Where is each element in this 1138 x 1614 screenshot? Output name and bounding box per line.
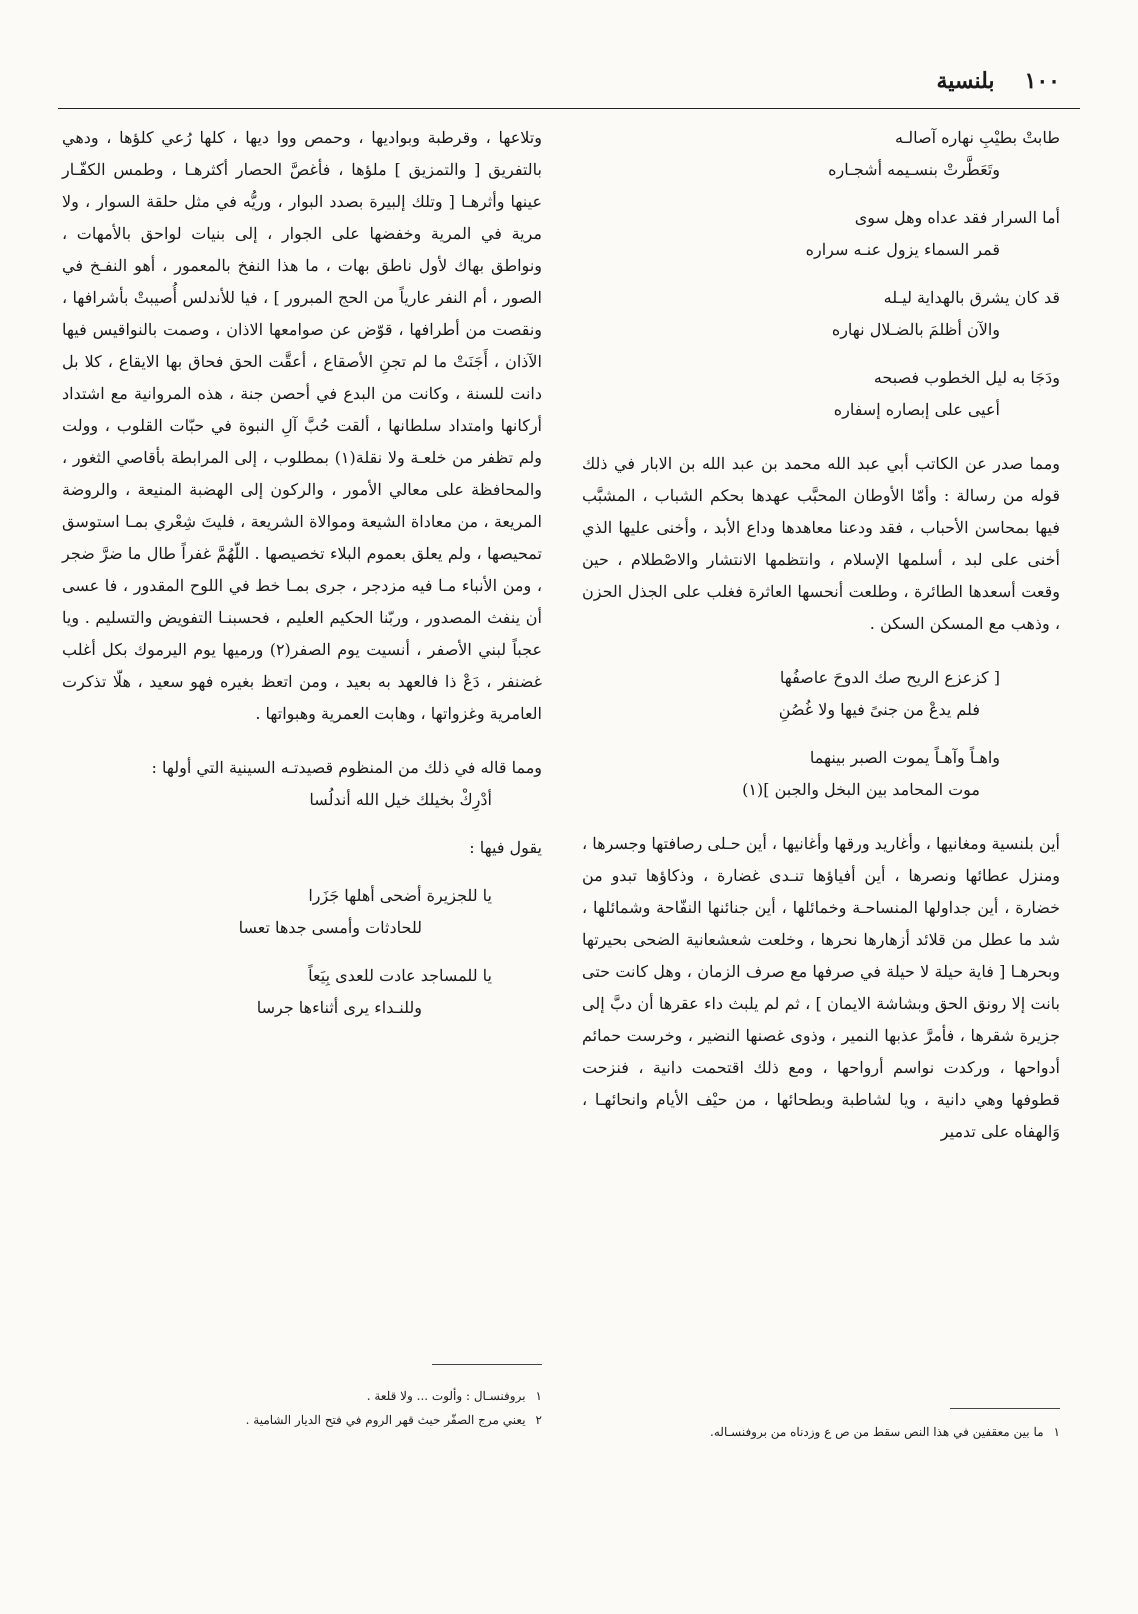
right-column <box>582 122 1060 1148</box>
verse-line: موت المحامد بين البخل والجبن ](١) <box>742 780 980 799</box>
verse-line: قمر السماء يزول عنـه سراره <box>805 240 1000 259</box>
footnote <box>62 1408 542 1432</box>
verse-line: طابتْ بطيْبِ نهاره آصالـه <box>894 128 1060 147</box>
verse-line: وللنـداء يرى أثناءها جرسا <box>256 998 422 1017</box>
left-column <box>62 122 542 1024</box>
paragraph: ومما قاله في ذلك من المنظوم قصيدتـه السينية التي أولها : <box>151 758 542 777</box>
poem-1 <box>582 122 1060 426</box>
paragraph: ومما صدر عن الكاتب أبي عبد الله محمد بن عبد الله بن الابار في ذلك قوله من رسالة : وأمّا الأوطان المحبَّب عهدها بحكم الشباب ، المشبَّب فيها بمحاسن الأحباب ، فقد ودعنا معاهدها وداع الأبد ، وأخنى عليها الذي أخنى على لبد ، أسلمها الإسلام ، وانتظمها الانتشار والاصْطلام ، حين وقعت أسعدها الطائرة ، وطلعت أنحسها العاثرة فغلب على الجذل الحزن ، وذهب مع المسكن السكن . <box>582 454 1060 633</box>
footnote-number: ٢ <box>535 1413 542 1427</box>
verse-line: أما السرار فقد عداه وهل سوى <box>854 208 1060 227</box>
verse-line: أعيى على إبصاره إسفاره <box>833 400 1000 419</box>
running-title: بلنسية <box>936 68 995 94</box>
footnote-number: ١ <box>535 1389 542 1403</box>
verse-line: أدْرِكْ بخيلك خيل الله أندلُسا <box>309 790 492 809</box>
paragraph: وتلاعها ، وقرطبة وبواديها ، وحمص ووا ديها ، كلها رُعي كلؤها ، ودهي بالتفريق [ والتمزيق ] ملؤها ، فأغصَّ الحصار أكثرهـا ، وطمس الكفّـار عينها وأثرهـا [ وتلك إلبيرة بصدد البوار ، وريُّه في مثل حلقة السوار ، ولا مرية في المرية وخفضها على الجوار ، إلى بنيات لواحق بالأمهات ، ونواطق بهاك لأول ناطق بهات ، ما هذا النفخ بالمعمور ، أهو النفـخ في الصور ، أم النفر عارياً من الحج المبرور ] ، فيا للأندلس أُصيبتْ بأشرافها ، ونقصت من أطرافها ، قوّض عن صوامعها الاذان ، وصمت بالنواقيس فيها الآذان ، أَجَنَتْ ما لم تجنِ الأصقاع ، أعقَّت الحق فحاق بها الايقاع ، كلا بل دانت للسنة ، وكانت من البدع في أحصن جنة ، هذه المروانية مع اشتداد أركانها وامتداد سلطانها ، ألقت حُبَّ آلِ النبوة في حبّات القلوب ، وولت ولم تظفر من خلعـة ولا نقلة(١) بمطلوب ، إلى المرابطة بأقاصي الثغور ، والمحافظة على معالي الأمور ، والركون إلى الهضبة المنيعة ، والروضة المريعة ، من معاداة الشيعة وموالاة الشريعة ، فليتَ شِعْري بمـا استوسق تمحيصها ، ولم يعلق بعموم البلاء تخصيصها . اللّهُمَّ غفراً طال ما ضرَّ ضجر ، ومن الأنباء مـا فيه مزدجر ، جرى بمـا خط في اللوح المقدور ، فا عسى أن ينفث المصدور ، وربّنا الحكيم العليم ، فحسبنـا التفويض والتسليم . ويا عجباً لبني الأصفر ، أنسيت يوم الصفر(٢) ورميها يوم اليرموك بكل أغلب غضنفر ، دَعْ ذا فالعهد به بعيد ، ومن اتعظ بغيره فهو سعيد ، هلّا تذكرت العامرية وغزواتها ، وهابت العمرية وهبواتها . <box>62 128 543 723</box>
verse-line: يا للمساجد عادت للعدى بِيَعاً <box>308 966 492 985</box>
footnote <box>62 1384 542 1408</box>
verse-line: يا للجزيرة أضحى أهلها جَزَرا <box>308 886 492 905</box>
footnote-text: ما بين معقفين في هذا النص سقط من ص ع وزدناه من بروفنسـاله. <box>710 1425 1044 1439</box>
verse-line: فلم يدعْ من جنىً فيها ولا غُصُنِ <box>778 700 980 719</box>
verse-line: قد كان يشرق بالهداية ليـله <box>883 288 1060 307</box>
header-rule <box>58 108 1080 109</box>
footnote <box>582 1420 1060 1444</box>
poem-2 <box>582 662 1060 806</box>
paragraph: أين بلنسية ومغانيها ، وأغاريد ورقها وأغانيها ، أين حـلى رصافتها وجسرها ، ومنزل عطائها ونصرها ، أين أفياؤها تنـدى غضارة ، وذكاؤها تبدو من خضارة ، أين جداولها المنساحـة وخمائلها ، أين جنائنها النفّاحة وشمائلها ، شد ما عطل من قلائد أزهارها نحرها ، وخلعت شعشعانية الضحى بحيرتها وبحرهـا [ فاية حيلة لا حيلة في صرفها مع صرف الزمان ، وهل كانت حتى بانت إلا رونق الحق وبشاشة الايمان ] ، ثم لم يلبث داء عقرها أن دبَّ إلى جزيرة شقرها ، فأمرَّ عذبها النمير ، وذوى غصنها النضير ، وخرست حمائم أدواحها ، وركدت نواسم أرواحها ، ومع ذلك اقتحمت دانية ، فنزحت قطوفها وهي دانية ، ويا لشاطبة وبطحائها ، من حيْف الأيام وانحائهـا ، وَالهفاه على تدمير <box>582 834 1060 1141</box>
footnote-text: بروفنسـال : وألوت ... ولا قلعة . <box>366 1389 526 1403</box>
verse-line: والآن أظلمَ بالضـلال نهاره <box>831 320 1000 339</box>
verse-line: ودَجَا به ليل الخطوب فصبحه <box>873 368 1060 387</box>
verse-line: [ كزعزع الريح صك الدوحَ عاصفُها <box>779 668 1000 687</box>
paragraph: يقول فيها : <box>469 838 542 857</box>
footnote-rule <box>950 1408 1060 1409</box>
verse-line: للحادثات وأمسى جدها تعسا <box>238 918 422 937</box>
verse-line: وتَعَطَّرتْ بنسـيمه أشجـاره <box>828 160 1000 179</box>
footnote-number: ١ <box>1053 1425 1060 1439</box>
poem-3 <box>62 880 542 1024</box>
footnote-text: يعني مرج الصفّر حيث قهر الروم في فتح الديار الشامية . <box>245 1413 526 1427</box>
page-number: ١٠٠ <box>1024 68 1060 94</box>
footnote-rule <box>432 1364 542 1365</box>
page-header <box>58 68 1060 94</box>
verse-line: واهـاً وآهـاً يموت الصبر بينهما <box>809 748 1000 767</box>
